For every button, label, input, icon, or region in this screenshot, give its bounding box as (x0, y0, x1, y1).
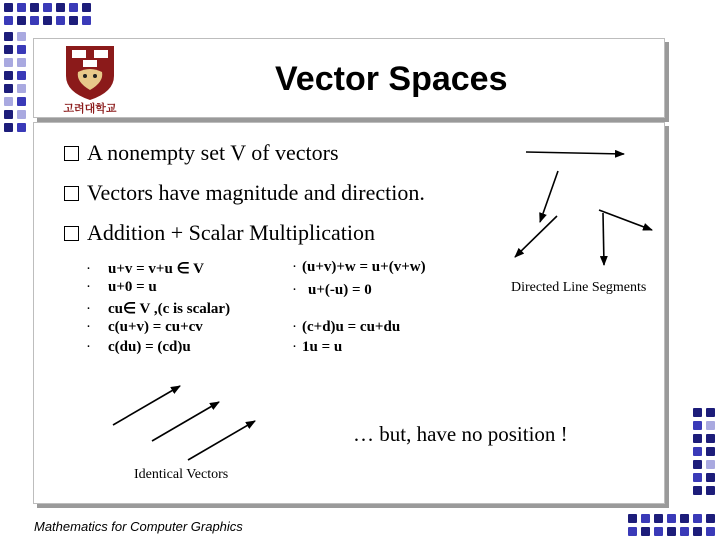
property-text: u+(-u) = 0 (308, 282, 372, 298)
directed-arrow-5 (603, 213, 604, 265)
no-position-note: … but, have no position ! (353, 422, 568, 446)
bullet-dot: · (86, 279, 91, 295)
bullet-dot: · (86, 261, 91, 277)
property-text: u+0 = u (108, 279, 157, 295)
property-text: (c+d)u = cu+du (302, 319, 401, 335)
directed-arrow-4 (515, 216, 557, 257)
bullet-dot: · (292, 319, 297, 335)
property-text: cu∈ V ,(c is scalar) (108, 301, 231, 317)
property-text: (u+v)+w = u+(v+w) (302, 259, 426, 275)
directed-arrow-3 (599, 210, 652, 230)
identical-arrow-3 (188, 421, 255, 460)
property-text: c(u+v) = cu+cv (108, 319, 203, 335)
logo-wordmark: 고려대학교 (63, 102, 117, 114)
identical-arrow-2 (152, 402, 219, 441)
footer-course-title: Mathematics for Computer Graphics (34, 519, 243, 534)
identical-vectors-label: Identical Vectors (134, 467, 229, 482)
property-text: c(du) = (cd)u (108, 339, 191, 355)
bullet-text: Vectors have magnitude and direction. (87, 180, 425, 205)
bullet-dot: · (86, 319, 91, 335)
bullet-dot: · (86, 301, 91, 317)
property-text: u+v = v+u ∈ V (108, 261, 204, 277)
property-text: 1u = u (302, 339, 343, 355)
directed-arrow-2 (540, 171, 558, 222)
bullet-dot: · (292, 339, 297, 355)
bullet-dot: · (86, 339, 91, 355)
page-title: Vector Spaces (275, 60, 508, 98)
directed-segments-label: Directed Line Segments (511, 280, 647, 295)
bullet-text: Addition + Scalar Multiplication (87, 220, 375, 245)
identical-arrow-1 (113, 386, 180, 425)
directed-arrow-1 (526, 152, 624, 154)
bullet-text: A nonempty set V of vectors (87, 140, 339, 165)
bullet-dot: · (292, 259, 297, 275)
bullet-dot: · (292, 282, 297, 298)
